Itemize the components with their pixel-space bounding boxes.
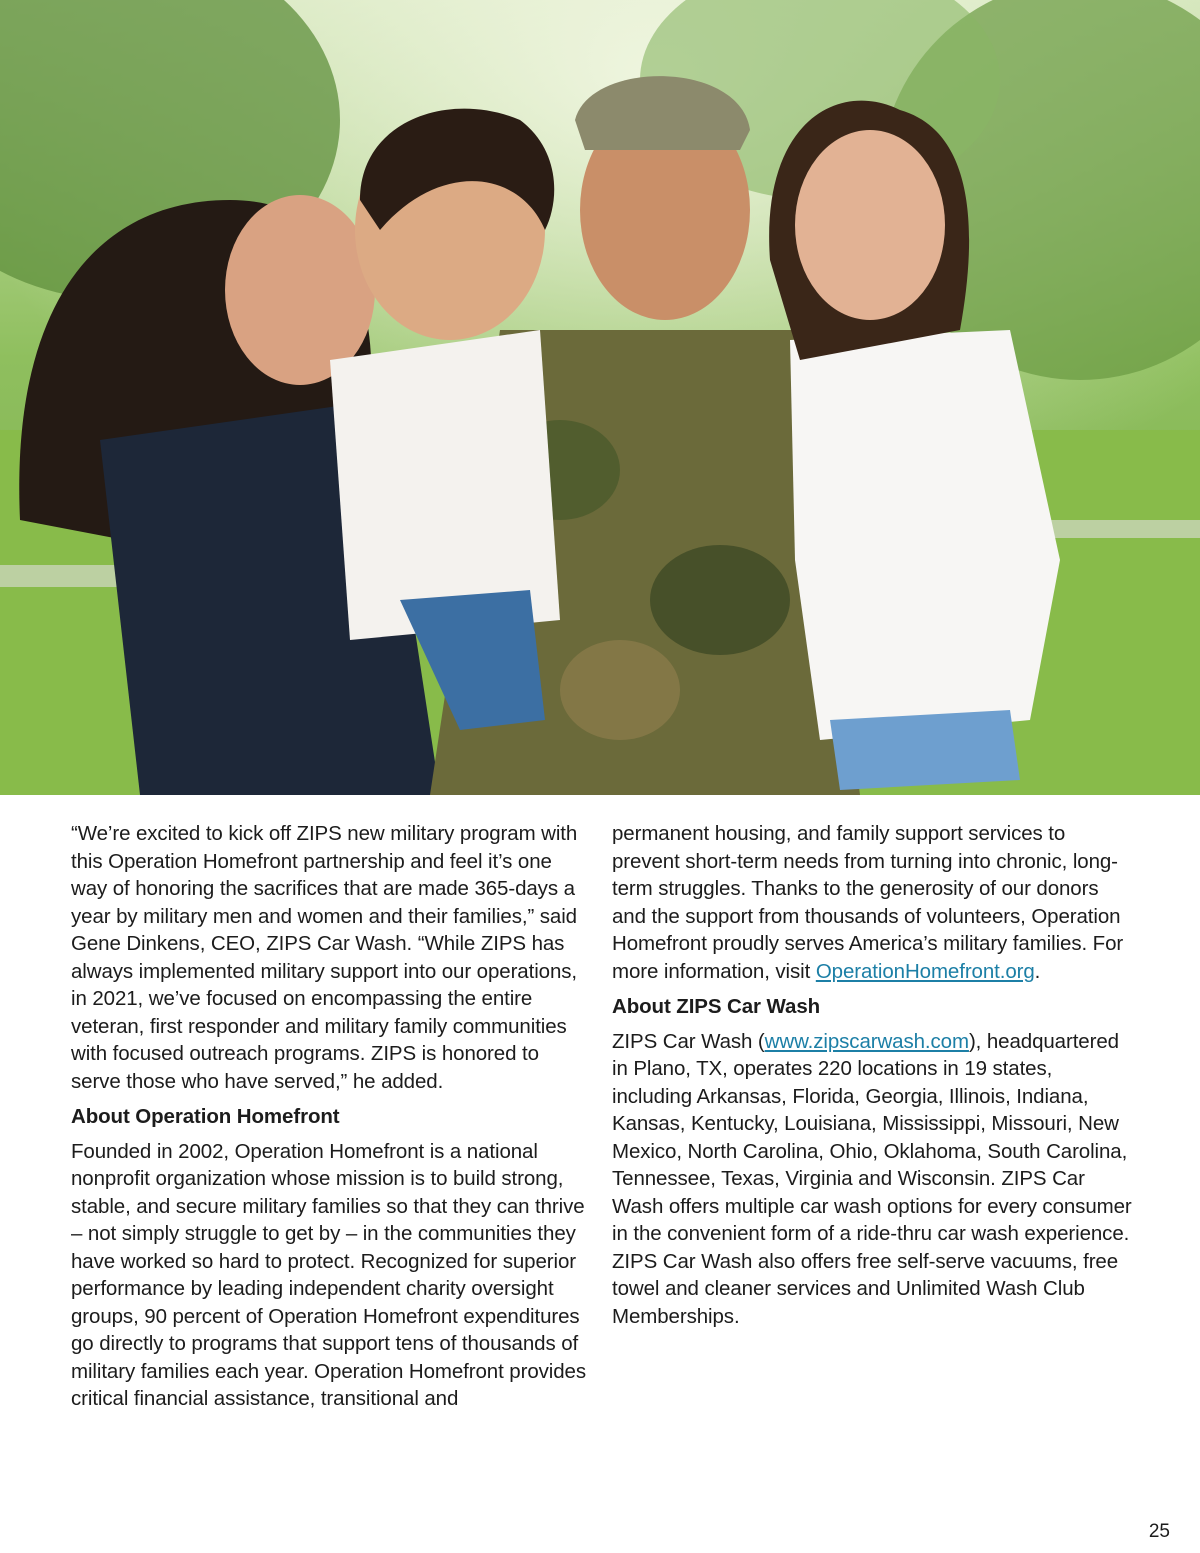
zips-car-wash-paragraph <box>612 1028 1132 1331</box>
zips-intro-text: ZIPS Car Wash ( <box>612 1029 765 1053</box>
continued-text: permanent housing, and family support services to prevent short-term needs from turning into chronic, long-term struggles. Thanks to the generosity of our donors and the support from thousands of volunteers, Operation Homefront proudly serves America’s military families. For more information, visit <box>612 822 1124 983</box>
page-number: 25 <box>1148 1521 1170 1542</box>
zips-body-text: ), headquartered in Plano, TX, operates 220 locations in 19 states, including Arkansas, Florida, Georgia, Illinois, Indiana, Kansas, Kentucky, Louisiana, Mississippi, Missouri, New Mexico, North Carolina, Ohio, Oklahoma, South Carolina, Tennessee, Texas, Virginia and Wisconsin. ZIPS Car Wash offers multiple car wash options for every consumer in the convenient form of a ride-thru car wash experience. ZIPS Car Wash also offers free self-serve vacuums, free towel and cleaner services and Unlimited Wash Club Memberships. <box>612 1029 1132 1328</box>
right-column <box>612 820 1132 1338</box>
zips-website-link[interactable]: www.zipscarwash.com <box>764 1029 969 1053</box>
operation-homefront-link[interactable]: OperationHomefront.org <box>815 959 1035 983</box>
operation-homefront-paragraph: Founded in 2002, Operation Homefront is a national nonprofit organization whose mission is to build strong, stable, and secure military families so that they can thrive – not simply struggle to get by – in the communities they have worked so hard to protect. Recognized for superior performance by leading independent charity oversight groups, 90 percent of Operation Homefront expenditures go directly to programs that support tens of thousands of military families each year. Operation Homefront provides critical financial assistance, transitional and <box>71 1139 586 1410</box>
operation-homefront-continued-paragraph <box>612 820 1132 985</box>
zips-car-wash-heading: About ZIPS Car Wash <box>612 995 821 1018</box>
continued-end: . <box>1034 959 1041 983</box>
left-column <box>71 820 591 1421</box>
operation-homefront-heading: About Operation Homefront <box>71 1105 340 1128</box>
ceo-quote-paragraph: “We’re excited to kick off ZIPS new military program with this Operation Homefront partnership and feel it’s one way of honoring the sacrifices that are made 365-days a year by military men and women and their families,” said Gene Dinkens, CEO, ZIPS Car Wash. “While ZIPS has always implemented military support into our operations, in 2021, we’ve focused on encompassing the entire veteran, first responder and military family communities with focused outreach programs. ZIPS is honored to serve those who have served,” he added. <box>71 822 578 1093</box>
